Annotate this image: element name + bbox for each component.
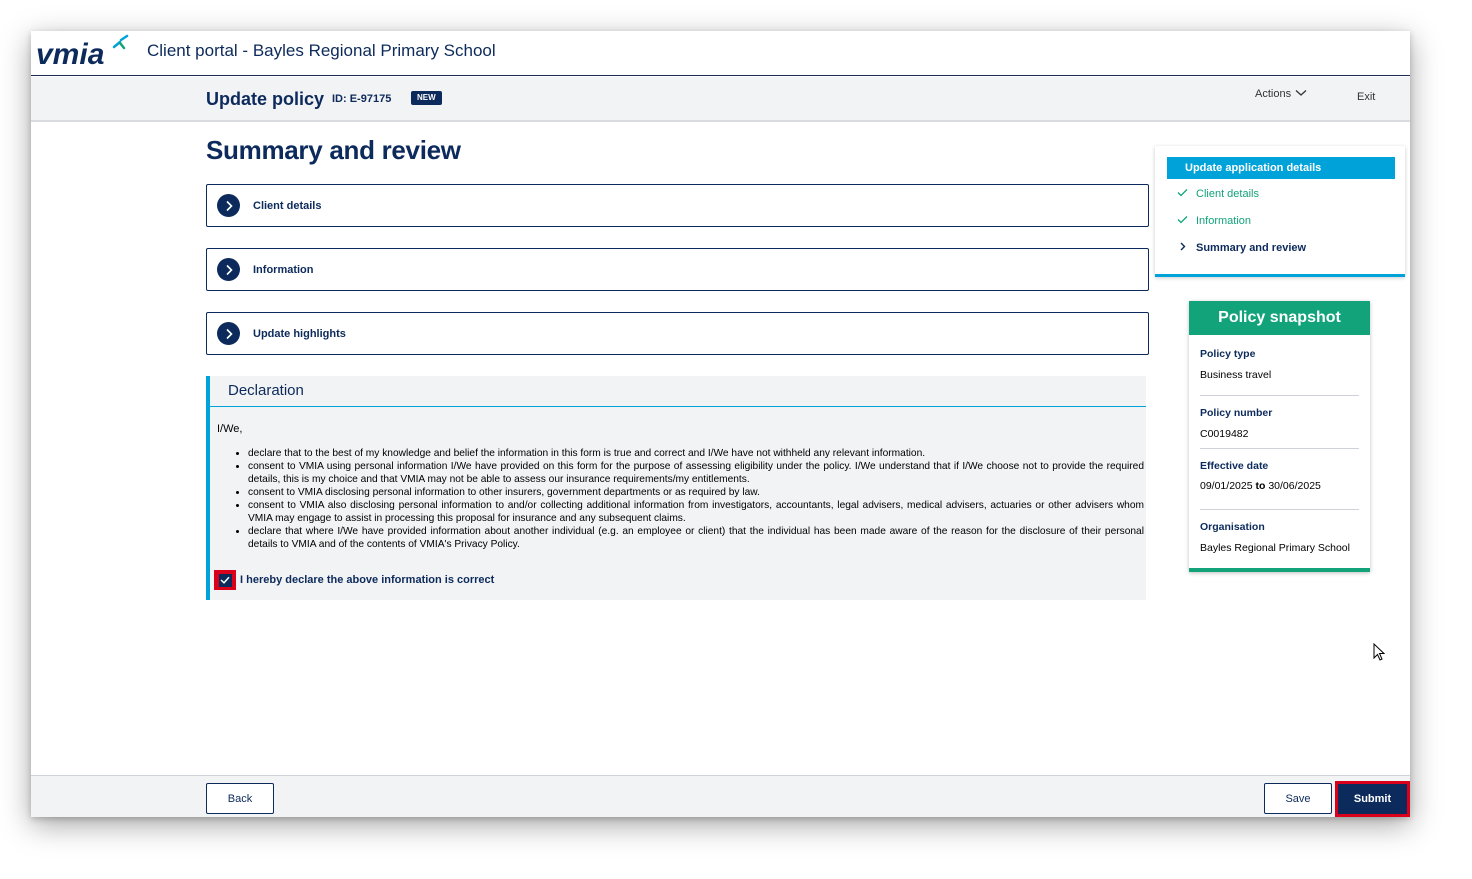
step-label: Information [1196,215,1252,227]
portal-title: Client portal - Bayles Regional Primary School [147,41,496,60]
declaration-checkbox-label[interactable]: I hereby declare the above information is correct [240,574,495,586]
top-bar [31,31,1410,76]
divider [1200,509,1359,510]
mouse-cursor-icon [1373,643,1385,666]
chevron-right-icon [217,194,240,217]
policy-type-label: Policy type [1200,348,1256,360]
divider [1200,395,1359,396]
organisation-value: Bayles Regional Primary School [1200,542,1350,554]
organisation-label: Organisation [1200,521,1265,533]
policy-snapshot-card [1189,301,1370,572]
declaration-item: • consent to VMIA using personal information I/We have provided on this form for the purpose of assessing eligibility under the policy. I/We understand that if I/We choose not to provide the required details, this is my choice and that VMIA may not be able to assess our insurance requirements/my entitlements. [248,460,1144,486]
status-badge: NEW [411,91,442,105]
effective-from: 09/01/2025 [1200,480,1253,492]
vmia-logo[interactable] [36,33,131,73]
svg-text:vmia: vmia [36,38,105,71]
declaration-checkbox[interactable] [214,570,236,590]
save-button[interactable]: Save [1264,783,1332,814]
checkmark-icon [219,574,232,587]
accordion-label: Update highlights [253,327,346,340]
declaration-item: • declare that to the best of my knowledge and belief the information in this form is true and correct and I/We have not withheld any relevant information. [248,447,1144,460]
footer-bar [31,775,1410,817]
exit-link[interactable]: Exit [1357,91,1376,103]
chevron-right-icon [217,322,240,345]
declaration-intro: I/We, [217,423,243,435]
progress-stepper [1155,146,1405,277]
divider [1200,448,1359,449]
declaration-item: • declare that where I/We have provided information about another individual (e.g. an employee or client) that the individual has been made aware of the reason for the disclosure of their personal details to VMIA and of the contents of VMIA's Privacy Policy. [248,525,1144,551]
declaration-title: Declaration [228,382,304,399]
app-window [31,31,1410,817]
step-label: Client details [1196,188,1259,200]
accordion-label: Information [253,263,314,276]
accordion-client-details[interactable] [206,184,1149,227]
back-button[interactable]: Back [206,783,274,814]
stepper-heading: Update application details [1167,157,1395,179]
check-icon [1177,215,1188,227]
policy-number-label: Policy number [1200,407,1273,419]
declaration-panel [206,376,1146,600]
chevron-down-icon [1295,88,1307,100]
chevron-right-icon [1177,242,1188,254]
accordion-label: Client details [253,199,322,212]
page-title: Summary and review [206,135,461,165]
step-client-details[interactable] [1177,188,1259,200]
actions-label: Actions [1255,88,1292,100]
step-information[interactable] [1177,215,1251,227]
accordion-update-highlights[interactable] [206,312,1149,355]
policy-number-value: C0019482 [1200,428,1249,440]
chevron-right-icon [217,258,240,281]
accordion-information[interactable] [206,248,1149,291]
snapshot-title: Policy snapshot [1189,301,1370,335]
effective-to-word: to [1255,480,1266,492]
divider [210,406,1146,407]
actions-menu[interactable] [1255,88,1307,100]
page-header-bar [31,77,1410,122]
effective-date-value [1200,480,1321,492]
check-icon [1177,188,1188,200]
submit-button[interactable]: Submit [1338,784,1407,814]
step-label: Summary and review [1196,242,1307,254]
policy-type-value: Business travel [1200,369,1272,381]
policy-id: ID: E-97175 [332,93,392,105]
effective-date-label: Effective date [1200,460,1269,472]
step-summary-review[interactable] [1177,242,1306,254]
effective-to: 30/06/2025 [1268,480,1321,492]
submit-highlight [1335,781,1410,817]
declaration-list [248,447,1144,551]
declaration-item: • consent to VMIA also disclosing personal information to and/or collecting additional information from investigators, accountants, legal advisers, medical advisers, actuaries or other advisers whom VMIA may engage to assist in processing this proposal for insurance and any subsequent claims. [248,499,1144,525]
page-heading: Update policy [206,89,325,109]
declaration-item: • consent to VMIA disclosing personal information to other insurers, government departments or as required by law. [248,486,1144,499]
